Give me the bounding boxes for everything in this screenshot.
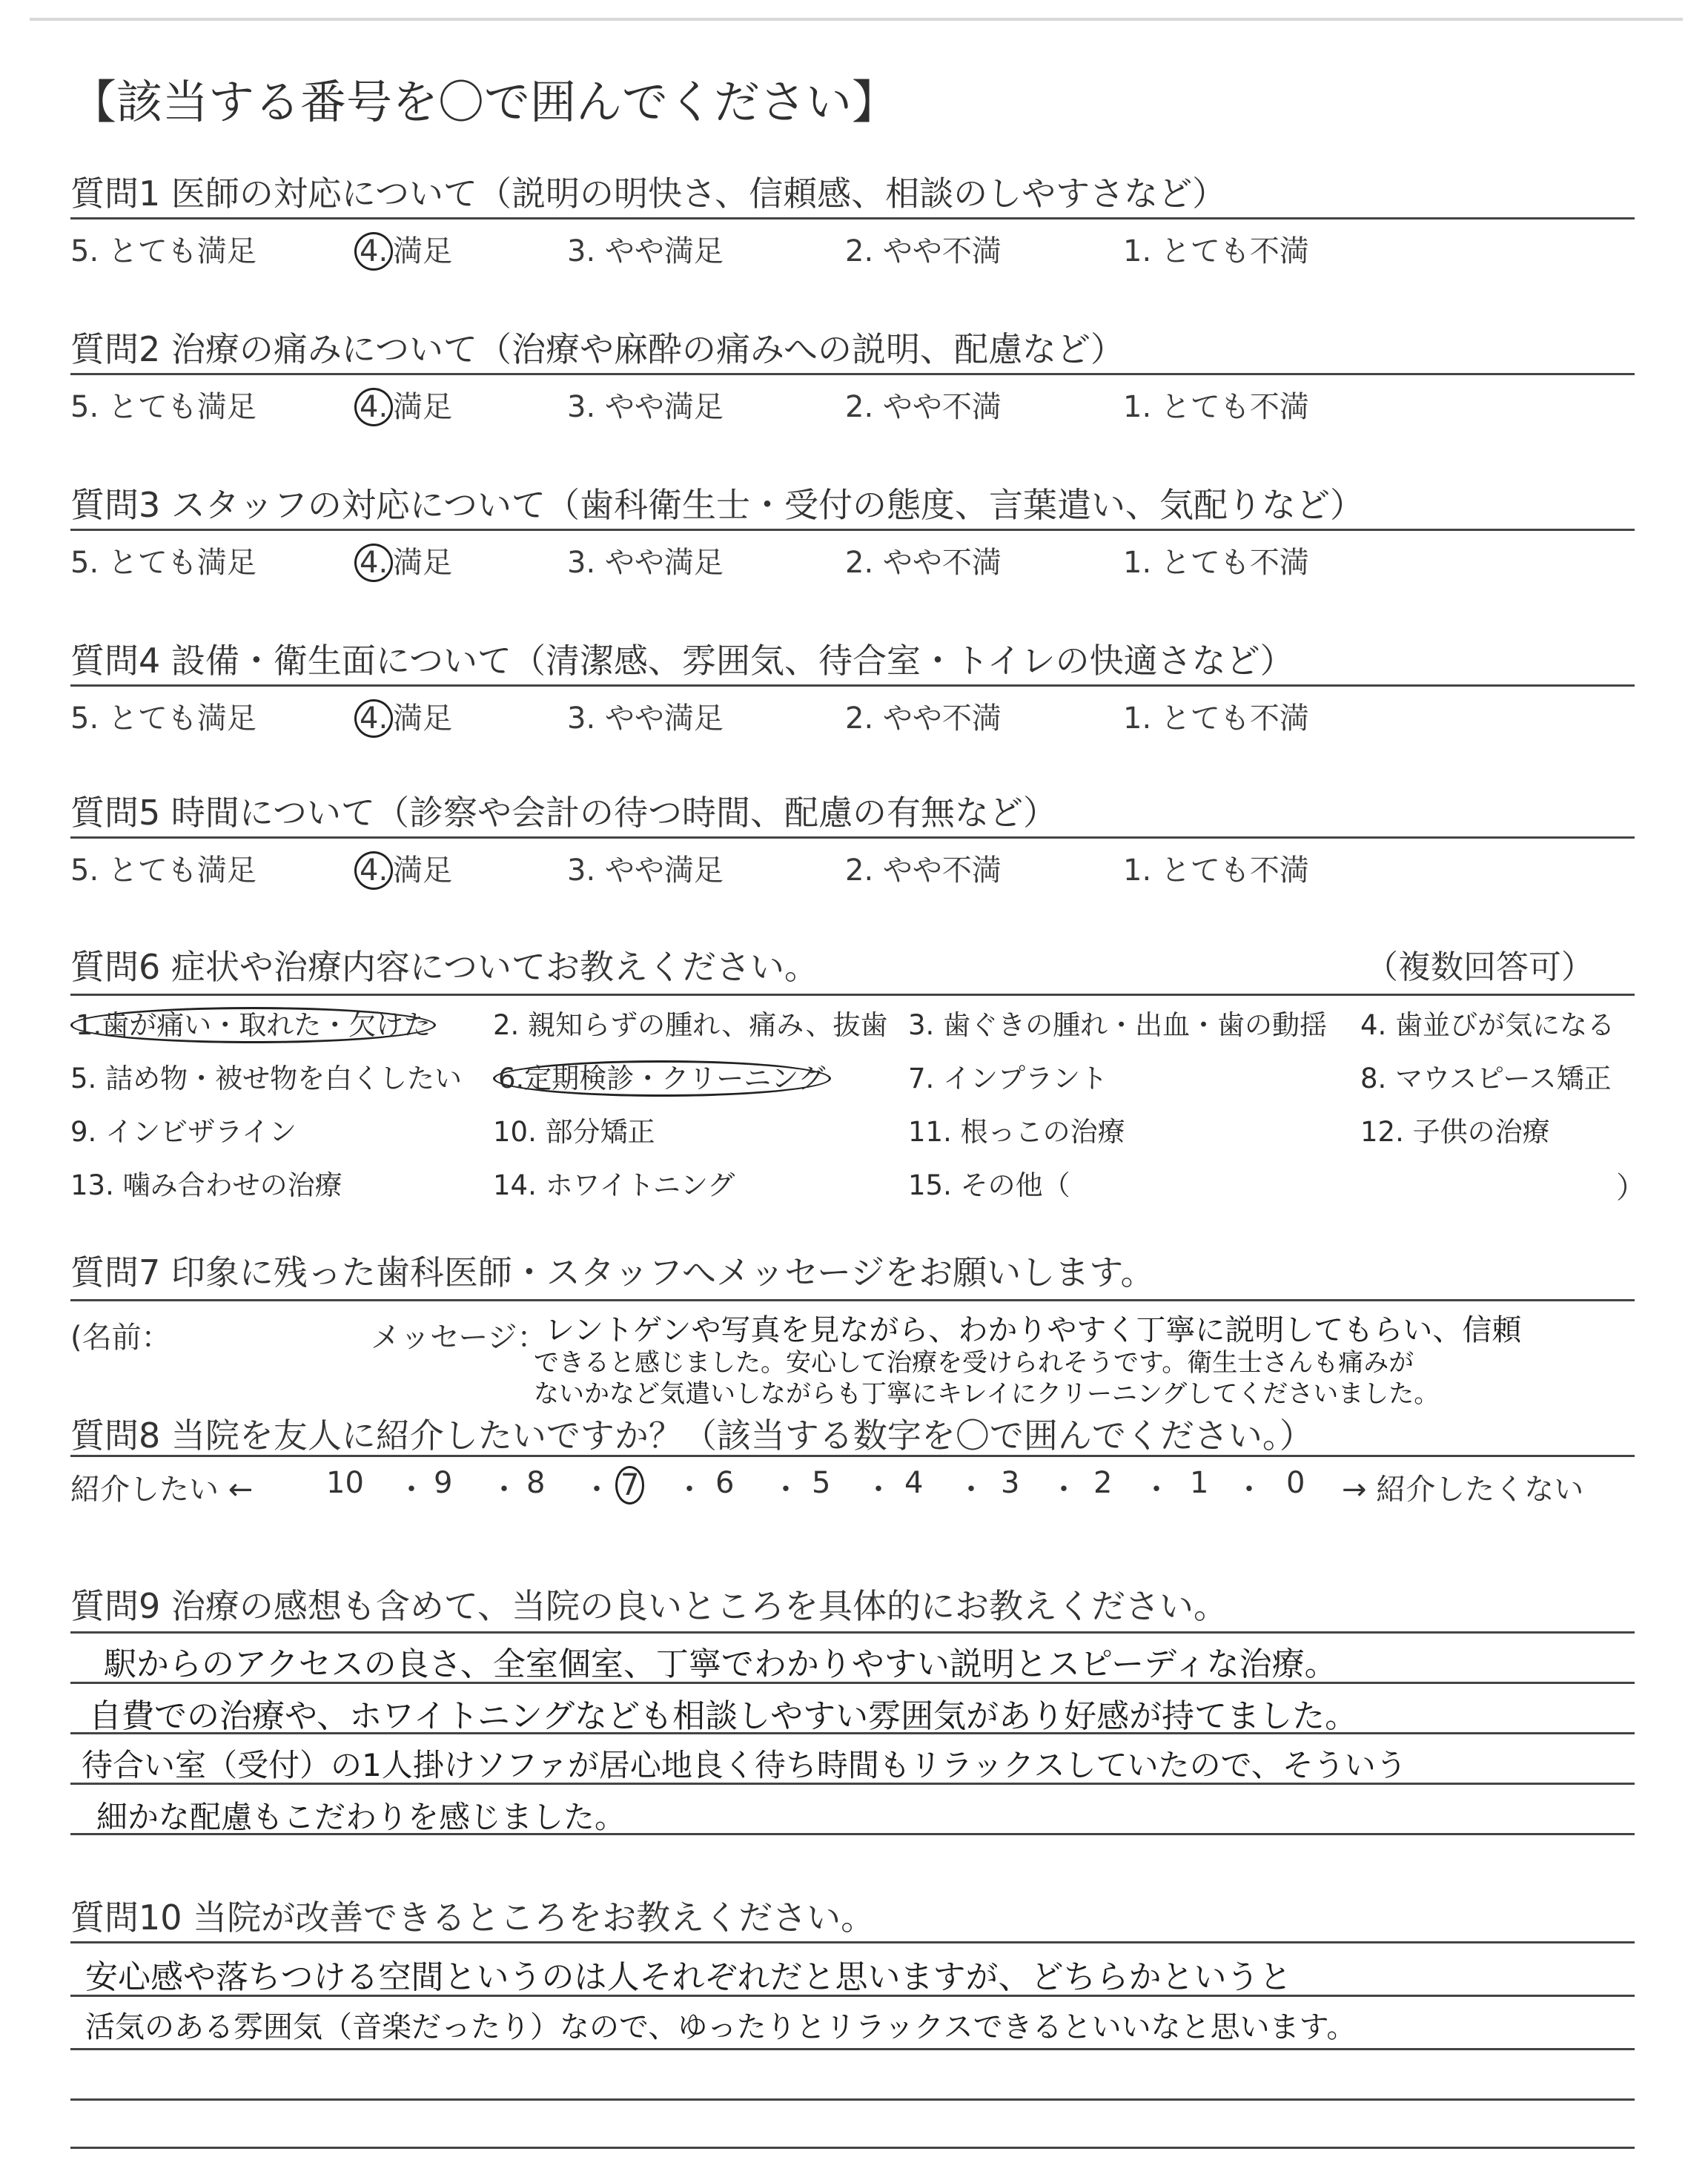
q8-scale-9[interactable]: 9 — [434, 1466, 453, 1500]
q8-dot: ・ — [397, 1473, 426, 1507]
q7-rule — [70, 1299, 1635, 1301]
q4-option-5[interactable]: 5. とても満足 — [70, 701, 256, 736]
q6-item-10[interactable]: 10. 部分矯正 — [493, 1116, 655, 1148]
q6-item-3[interactable]: 3. 歯ぐきの腫れ・出血・歯の動揺 — [908, 1009, 1328, 1041]
q9-answer-line-3: 待合い室（受付）の1人掛けソファが居心地良く待ち時間もリラックスしていたので、そういう — [82, 1747, 1407, 1783]
option-label: 満足 — [393, 853, 453, 888]
selection-circle: 4. — [354, 699, 393, 738]
q8-dot: ・ — [1049, 1473, 1079, 1507]
q6-item-12[interactable]: 12. 子供の治療 — [1360, 1116, 1550, 1148]
q8-scale-7-circled[interactable]: 7 — [615, 1466, 644, 1505]
selection-circle: 4. — [354, 388, 393, 426]
q9-answer-line-2: 自費での治療や、ホワイトニングなども相談しやすい雰囲気があり好感が持てました。 — [89, 1697, 1358, 1735]
q9-rule-1 — [70, 1631, 1635, 1634]
q6-item-13[interactable]: 13. 噛み合わせの治療 — [70, 1169, 342, 1201]
option-label: 満足 — [393, 234, 453, 268]
q8-dot: ・ — [489, 1473, 519, 1507]
q10-label: 質問10 当院が改善できるところをお教えください。 — [70, 1898, 875, 1938]
q4-option-3[interactable]: 3. やや満足 — [567, 701, 724, 736]
q5-option-1[interactable]: 1. とても不満 — [1123, 853, 1309, 888]
q6-item-2[interactable]: 2. 親知らずの腫れ、痛み、抜歯 — [493, 1009, 888, 1041]
q3-label: 質問3 スタッフの対応について（歯科衛生士・受付の態度、言葉遣い、気配りなど） — [70, 485, 1364, 525]
q8-scale-10[interactable]: 10 — [326, 1466, 364, 1500]
q6-item-1[interactable] — [70, 1003, 436, 1043]
q1-label: 質問1 医師の対応について（説明の明快さ、信頼感、相談のしやすさなど） — [70, 174, 1227, 214]
q1-rule — [70, 217, 1635, 219]
q1-option-2[interactable]: 2. やや不満 — [845, 234, 1002, 268]
q10-answer-line-2: 活気のある雰囲気（音楽だったり）なので、ゆったりとリラックスできるといいなと思います。 — [85, 2010, 1357, 2044]
q6-circle-1: 1.歯が痛い・取れた・欠けた — [70, 1007, 436, 1043]
q8-dot: ・ — [1142, 1473, 1171, 1507]
q5-option-selected[interactable] — [354, 847, 452, 889]
selection-circle: 4. — [354, 232, 393, 271]
q5-option-5[interactable]: 5. とても満足 — [70, 853, 256, 888]
q6-item-14[interactable]: 14. ホワイトニング — [493, 1169, 735, 1201]
q8-left-label: 紹介したい ← — [70, 1473, 254, 1507]
option-label: 満足 — [393, 390, 453, 424]
q10-rule-1 — [70, 1941, 1635, 1943]
q4-rule — [70, 684, 1635, 687]
q1-option-5[interactable]: 5. とても満足 — [70, 234, 256, 268]
q7-message-line-3: ないかなど気遣いしながらも丁寧にキレイにクリーニングしてくださいました。 — [534, 1379, 1440, 1409]
q8-scale-5[interactable]: 5 — [812, 1466, 831, 1500]
q4-option-1[interactable]: 1. とても不満 — [1123, 701, 1309, 736]
q6-item-6[interactable] — [493, 1056, 831, 1096]
q8-rule — [70, 1455, 1635, 1457]
q1-option-selected[interactable] — [354, 228, 452, 270]
q8-dot: ・ — [675, 1473, 704, 1507]
q7-message-line-1: レントゲンや写真を見ながら、わかりやすく丁寧に説明してもらい、信頼 — [545, 1313, 1522, 1347]
q4-option-selected[interactable] — [354, 695, 452, 737]
q8-dot: ・ — [864, 1473, 893, 1507]
q8-scale-4[interactable]: 4 — [904, 1466, 924, 1500]
q10-rule-5 — [70, 2147, 1635, 2149]
q8-scale-8[interactable]: 8 — [526, 1466, 546, 1500]
q6-item-7[interactable]: 7. インプラント — [908, 1063, 1108, 1094]
q6-circle-6: 6.定期検診・クリーニング — [493, 1060, 831, 1097]
q3-option-selected[interactable] — [354, 539, 452, 581]
q8-scale-6[interactable]: 6 — [715, 1466, 735, 1500]
q7-name-label: (名前： — [70, 1321, 171, 1355]
q5-options — [70, 847, 1635, 888]
q6-item-8[interactable]: 8. マウスピース矯正 — [1360, 1063, 1612, 1094]
q8-scale-1[interactable]: 1 — [1190, 1466, 1209, 1500]
q8-scale-3[interactable]: 3 — [1001, 1466, 1020, 1500]
selection-circle: 4. — [354, 544, 393, 582]
q6-rule — [70, 994, 1635, 996]
q7-label: 質問7 印象に残った歯科医師・スタッフへメッセージをお願いします。 — [70, 1252, 1155, 1292]
q2-option-selected[interactable] — [354, 383, 452, 426]
q8-scale-0[interactable]: 0 — [1286, 1466, 1305, 1500]
q6-label: 質問6 症状や治療内容についてお教えください。 — [70, 947, 818, 987]
q2-option-2[interactable]: 2. やや不満 — [845, 390, 1002, 424]
scan-top-edge — [30, 18, 1683, 21]
page-title: 【該当する番号を〇で囲んでください】 — [70, 75, 898, 129]
q8-dot: ・ — [771, 1473, 801, 1507]
q7-message-label: メッセージ： — [371, 1321, 547, 1355]
q5-rule — [70, 836, 1635, 839]
q2-label: 質問2 治療の痛みについて（治療や麻酔の痛みへの説明、配慮など） — [70, 329, 1125, 369]
q10-answer-line-1: 安心感や落ちつける空間というのは人それぞれだと思いますが、どちらかというと — [85, 1958, 1292, 1996]
q5-label: 質問5 時間について（診察や会計の待つ時間、配慮の有無など） — [70, 793, 1057, 833]
q6-item-15[interactable]: 15. その他（ — [908, 1169, 1070, 1201]
q4-options — [70, 695, 1635, 736]
q3-option-3[interactable]: 3. やや満足 — [567, 546, 724, 580]
q1-options — [70, 228, 1635, 269]
q4-option-2[interactable]: 2. やや不満 — [845, 701, 1002, 736]
q2-rule — [70, 373, 1635, 375]
q10-rule-4 — [70, 2098, 1635, 2101]
q5-option-2[interactable]: 2. やや不満 — [845, 853, 1002, 888]
option-label: 満足 — [393, 546, 453, 580]
q3-option-5[interactable]: 5. とても満足 — [70, 546, 256, 580]
q8-scale-2[interactable]: 2 — [1093, 1466, 1113, 1500]
q9-label: 質問9 治療の感想も含めて、当院の良いところを具体的にお教えください。 — [70, 1586, 1228, 1626]
q8-right-label: → 紹介したくない — [1342, 1473, 1584, 1507]
q1-option-1[interactable]: 1. とても不満 — [1123, 234, 1309, 268]
q8-dot: ・ — [582, 1473, 612, 1507]
q2-option-3[interactable]: 3. やや満足 — [567, 390, 724, 424]
q7-message-line-2: できると感じました。安心して治療を受けられそうです。衛生士さんも痛みが — [534, 1348, 1414, 1378]
q8-label: 質問8 当院を友人に紹介したいですか？（該当する数字を〇で囲んでください。） — [70, 1416, 1314, 1456]
q1-option-3[interactable]: 3. やや満足 — [567, 234, 724, 268]
selection-circle: 4. — [354, 851, 393, 890]
q2-option-1[interactable]: 1. とても不満 — [1123, 390, 1309, 424]
q6-item-9[interactable]: 9. インビザライン — [70, 1116, 297, 1148]
q4-label: 質問4 設備・衛生面について（清潔感、雰囲気、待合室・トイレの快適さなど） — [70, 641, 1294, 681]
q3-option-1[interactable]: 1. とても不満 — [1123, 546, 1309, 580]
q5-option-3[interactable]: 3. やや満足 — [567, 853, 724, 888]
q6-item-11[interactable]: 11. 根っこの治療 — [908, 1116, 1125, 1148]
q6-note: （複数回答可） — [1366, 948, 1594, 986]
q6-other-close: ） — [1616, 1171, 1646, 1205]
q3-rule — [70, 529, 1635, 531]
q10-rule-3 — [70, 2048, 1635, 2050]
q3-option-2[interactable]: 2. やや不満 — [845, 546, 1002, 580]
q9-answer-line-4: 細かな配慮もこだわりを感じました。 — [96, 1799, 626, 1835]
q2-options — [70, 383, 1635, 425]
q8-dot: ・ — [956, 1473, 986, 1507]
q6-item-5[interactable]: 5. 詰め物・被せ物を白くしたい — [70, 1063, 463, 1094]
q3-options — [70, 539, 1635, 581]
q9-answer-line-1: 駅からのアクセスの良さ、全室個室、丁寧でわかりやすい説明とスピーディな治療。 — [104, 1645, 1337, 1683]
q2-option-5[interactable]: 5. とても満足 — [70, 390, 256, 424]
q6-item-4[interactable]: 4. 歯並びが気になる — [1360, 1009, 1615, 1041]
q8-dot: ・ — [1234, 1473, 1264, 1507]
option-label: 満足 — [393, 701, 453, 736]
